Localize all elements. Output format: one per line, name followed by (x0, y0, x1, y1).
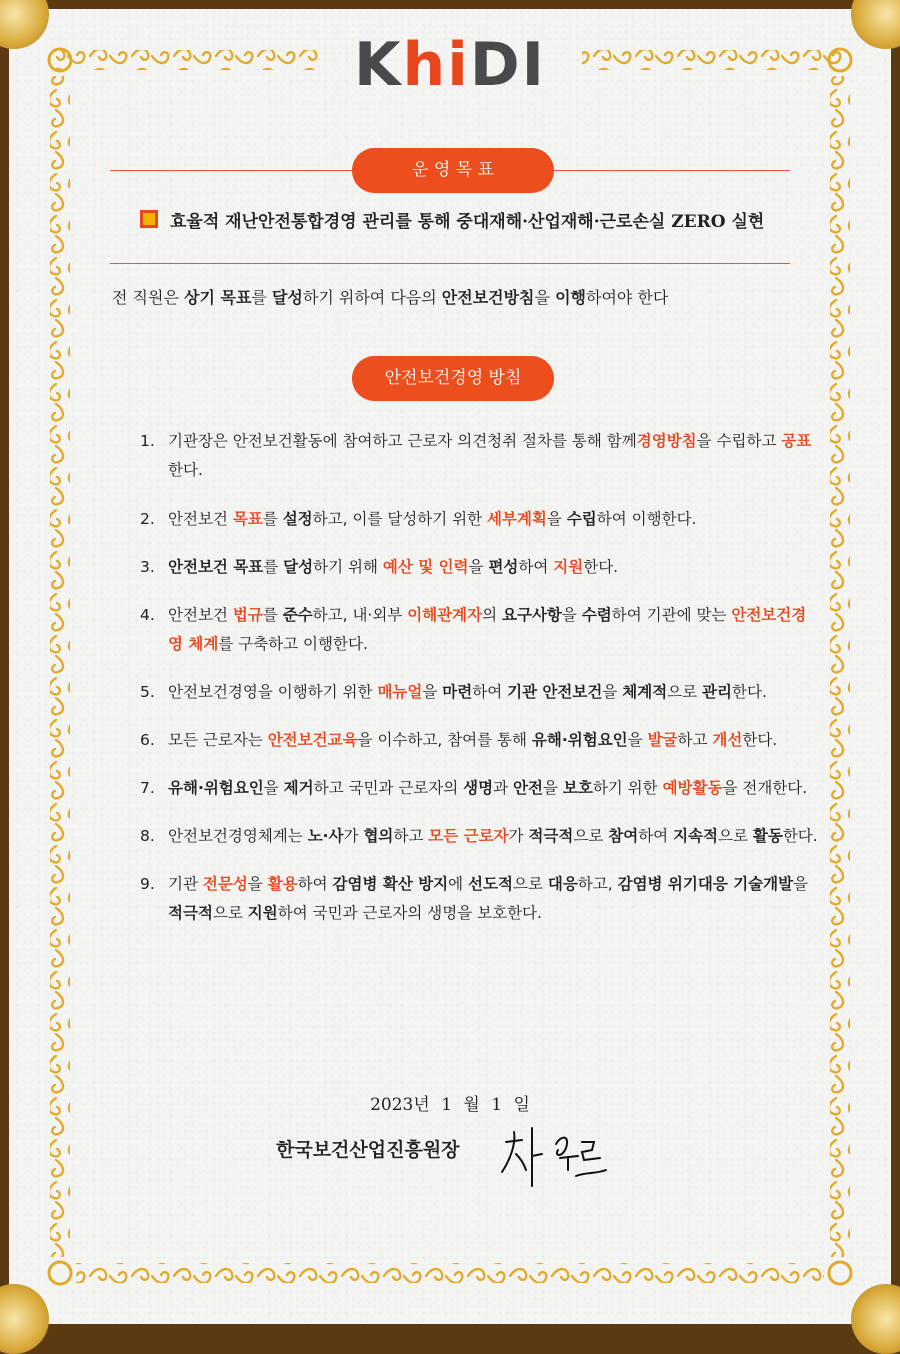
policy-emphasis: 달성 (283, 558, 314, 576)
policy-text-segment: 과 (493, 779, 513, 797)
policy-emphasis: 지원 (247, 904, 278, 922)
gold-corner-ornament (851, 1284, 900, 1354)
policy-emphasis: 수립 (566, 510, 597, 528)
policy-emphasis: 설정 (282, 510, 313, 528)
issue-date: 2023년 1 월 1 일 (370, 1095, 530, 1115)
policy-number: 2. (140, 510, 155, 528)
policy-emphasis: 수렴 (581, 606, 612, 624)
policy-text (168, 558, 618, 576)
policy-item (140, 505, 820, 534)
policy-text-segment: 한다. (782, 827, 818, 845)
policy-emphasis: 생명 (463, 779, 494, 797)
intro-emphasis: 달성 (271, 288, 303, 307)
policy-emphasis: 관리 (702, 683, 732, 701)
policy-item (140, 870, 820, 928)
policy-text-segment: 을 (546, 510, 567, 528)
policy-item (140, 553, 820, 582)
policy-text-segment: 를 (262, 606, 283, 624)
policy-text-segment: 으로 (512, 875, 548, 893)
khidi-logo (0, 30, 900, 100)
intro-statement (112, 285, 812, 308)
intro-text: 전 직원은 (112, 288, 184, 307)
policy-text-segment: 하고 (677, 731, 713, 749)
policy-number: 7. (140, 779, 155, 797)
policy-emphasis: 감염병 위기대응 기술개발 (617, 875, 794, 893)
policy-text-segment: 하여 (297, 875, 333, 893)
policy-number: 9. (140, 875, 155, 893)
policy-highlight: 예산 및 인력 (382, 558, 469, 576)
policy-highlight: 안전보건경영 체계 (168, 606, 807, 653)
policy-emphasis: 요구사항 (502, 606, 562, 624)
policy-item (140, 726, 820, 755)
policy-text-segment: 안전보건경영체계는 (168, 827, 308, 845)
policy-text-segment: 으로 (573, 827, 609, 845)
policy-text-segment: 안전보건 (168, 606, 233, 624)
policy-text-segment: 을 (602, 683, 623, 701)
goal-text: 효율적 재난안전통합경영 관리를 통해 중대재해·산업재해·근로손실 ZERO 실현 (170, 212, 765, 232)
section-divider (110, 263, 790, 264)
policy-text-segment: 한다. (168, 461, 203, 479)
policy-emphasis: 제거 (283, 779, 314, 797)
policy-text-segment: 의 (482, 606, 502, 624)
policy-text-segment: 기관 (168, 875, 203, 893)
policy-text-segment: 가 (508, 827, 529, 845)
policy-emphasis: 마련 (442, 683, 473, 701)
policy-item (140, 774, 820, 803)
policy-emphasis: 유해·위험요인 (168, 779, 264, 797)
intro-text: 하여야 한다 (586, 288, 669, 307)
policy-highlight: 경영방침 (636, 432, 697, 450)
intro-emphasis: 상기 목표 (184, 288, 252, 307)
policy-emphasis: 안전보건 목표 (168, 558, 264, 576)
policy-text-segment: 하고, (577, 875, 618, 893)
policy-text-segment: 에 (448, 875, 469, 893)
policy-text-segment: 한다. (742, 731, 778, 749)
goal-section-title: 운 영 목 표 (352, 148, 554, 193)
policy-emphasis: 준수 (282, 606, 313, 624)
policy-text-segment: 을 이수하고, 참여를 통해 (357, 731, 532, 749)
policy-text-segment: 하기 위한 (592, 779, 663, 797)
policy-emphasis: 체계적 (622, 683, 668, 701)
policy-text-segment: 하고, 이를 달성하기 위한 (312, 510, 488, 528)
policy-highlight: 목표 (232, 510, 263, 528)
intro-emphasis: 이행 (555, 288, 586, 307)
policy-text-segment: 하기 위해 (313, 558, 383, 576)
logo-k: K (354, 30, 403, 100)
policy-highlight: 예방활동 (662, 779, 723, 797)
policy-emphasis: 선도적 (468, 875, 513, 893)
square-bullet-icon (140, 210, 158, 228)
policy-text-segment: 을 (542, 779, 563, 797)
policy-text-segment: 하여 (472, 683, 508, 701)
policy-text (168, 779, 807, 797)
policy-emphasis: 적극적 (168, 904, 213, 922)
policy-emphasis: 기관 안전보건 (507, 683, 603, 701)
policy-text-segment: 을 (468, 558, 489, 576)
policy-text-segment: 하고 국민과 근로자의 (313, 779, 464, 797)
policy-highlight: 전문성 (202, 875, 248, 893)
policy-number: 6. (140, 731, 155, 749)
signer-title: 한국보건산업진흥원장 (276, 1139, 460, 1161)
policy-emphasis: 유해·위험요인 (531, 731, 628, 749)
policy-number: 3. (140, 558, 155, 576)
policy-text (168, 875, 808, 922)
policy-highlight: 발굴 (647, 731, 678, 749)
policy-emphasis: 안전 (513, 779, 543, 797)
policy-item (140, 822, 820, 851)
policy-text-segment: 을 (422, 683, 443, 701)
intro-text: 를 (251, 288, 272, 307)
handwritten-signature (496, 1120, 612, 1192)
policy-text (168, 432, 811, 479)
policy-text-segment: 으로 (717, 827, 753, 845)
logo-hi: hi (402, 30, 470, 100)
policy-number: 4. (140, 606, 155, 624)
policy-text-segment: 을 (247, 875, 268, 893)
policy-item (140, 601, 820, 659)
policy-highlight: 활용 (267, 875, 298, 893)
policy-text-segment: 을 (627, 731, 648, 749)
policy-emphasis: 감염병 확산 방지 (332, 875, 449, 893)
policy-emphasis: 보호 (562, 779, 593, 797)
policy-highlight: 이해관계자 (407, 606, 483, 624)
policy-text-segment: 안전보건경영을 이행하기 위한 (168, 683, 378, 701)
intro-text: 하기 위하여 다음의 (302, 288, 442, 307)
policy-text-segment: 를 (262, 510, 283, 528)
policy-emphasis: 참여 (608, 827, 639, 845)
policy-number: 5. (140, 683, 155, 701)
policy-text-segment: 하여 기관에 맞는 (611, 606, 732, 624)
policy-text (168, 731, 777, 749)
policy-highlight: 지원 (553, 558, 584, 576)
policy-text (168, 683, 767, 701)
policy-text-segment: 하여 이행한다. (596, 510, 697, 528)
logo-di: DI (469, 30, 546, 100)
policy-emphasis: 노·사 (307, 827, 344, 845)
policy-text-segment: 을 전개한다. (722, 779, 808, 797)
policy-text-segment: 한다. (732, 683, 767, 701)
policy-highlight: 법규 (232, 606, 263, 624)
intro-text: 을 (534, 288, 556, 307)
policy-number: 1. (140, 432, 155, 450)
policy-text-segment: 을 (793, 875, 809, 893)
policy-item (140, 678, 820, 707)
policy-emphasis: 협의 (363, 827, 394, 845)
gold-corner-ornament (0, 1284, 49, 1354)
policy-text-segment: 하여 (638, 827, 674, 845)
policy-text (168, 510, 696, 528)
policy-emphasis: 편성 (488, 558, 519, 576)
policy-highlight: 세부계획 (487, 510, 547, 528)
policy-text-segment: 하고, 내·외부 (312, 606, 408, 624)
policy-item (140, 427, 820, 485)
policy-text-segment: 을 (263, 779, 284, 797)
policy-text-segment: 한다. (583, 558, 619, 576)
policy-text-segment: 하여 (518, 558, 554, 576)
policy-emphasis: 대응 (547, 875, 578, 893)
policy-emphasis: 적극적 (528, 827, 574, 845)
intro-emphasis: 안전보건방침 (441, 288, 535, 307)
policy-highlight: 공표 (781, 432, 812, 450)
policy-text-segment: 를 (263, 558, 284, 576)
policy-text (168, 827, 818, 845)
policy-highlight: 개선 (712, 731, 743, 749)
policy-text-segment: 하고 (393, 827, 429, 845)
policy-text-segment: 가 (343, 827, 364, 845)
policy-highlight: 매뉴얼 (377, 683, 423, 701)
policy-section-title: 안전보건경영 방침 (352, 356, 554, 401)
policy-emphasis: 활동 (752, 827, 783, 845)
policy-list (140, 427, 820, 928)
policy-text (168, 606, 806, 653)
policy-text-segment: 으로 (667, 683, 703, 701)
policy-text-segment: 모든 근로자는 (168, 731, 268, 749)
policy-emphasis: 지속적 (673, 827, 718, 845)
operating-goal (140, 207, 840, 232)
policy-text-segment: 을 (561, 606, 582, 624)
policy-text-segment: 안전보건 (168, 510, 233, 528)
policy-highlight: 모든 근로자 (428, 827, 509, 845)
policy-text-segment: 으로 (212, 904, 248, 922)
policy-text-segment: 를 구축하고 이행한다. (218, 635, 368, 653)
policy-text-segment: 을 수립하고 (696, 432, 782, 450)
policy-text-segment: 기관장은 안전보건활동에 참여하고 근로자 의견청취 절차를 통해 함께 (168, 432, 637, 450)
policy-text-segment: 하여 국민과 근로자의 생명을 보호한다. (277, 904, 542, 922)
policy-number: 8. (140, 827, 155, 845)
policy-highlight: 안전보건교육 (267, 731, 358, 749)
